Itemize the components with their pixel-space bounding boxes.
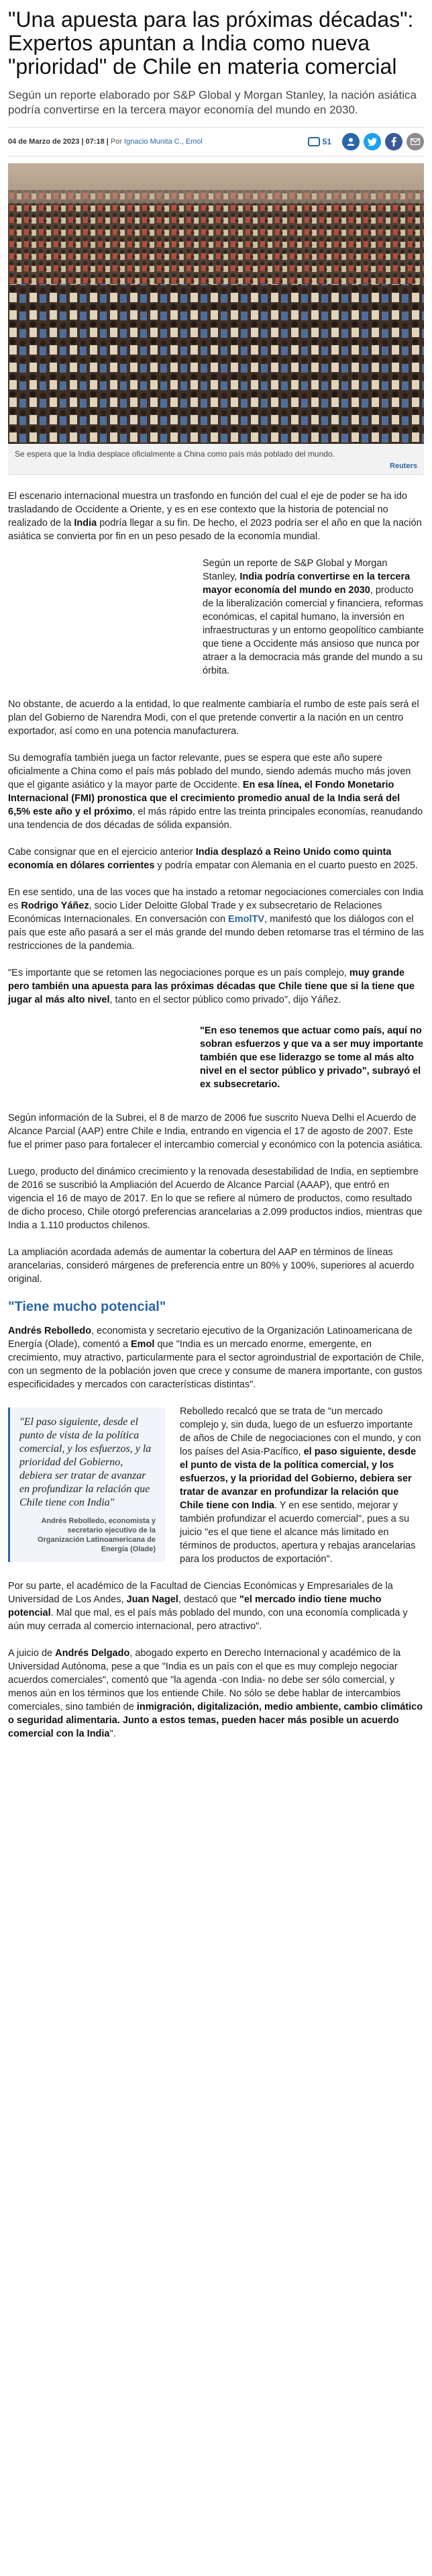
article-meta [8,127,424,156]
emoltv-link[interactable]: EmolTV [228,914,265,925]
ad-space [8,558,189,692]
crowd-photo [8,163,424,444]
paragraph-5: Cabe consignar que en el ejercicio anterior India desplazó a Reino Unido como quinta economía en dólares corrientes y podría empatar con Alemania en el cuarto puesto en 2025. [8,847,418,871]
comments-button[interactable] [308,137,331,146]
article-lede: Según un reporte elaborado por S&P Global y Morgan Stanley, la nación asiática podría convertirse en la tercera mayor economía del mundo en 2030. [8,89,417,116]
comment-count: 51 [322,137,331,146]
paragraph-3: No obstante, de acuerdo a la entidad, lo que realmente cambiaría el rumbo de este país será el plan del Gobierno de Narendra Modi, con el que pretende convertir a la nación en un centro exportador, así como en una potencia manufacturera. [8,699,419,737]
paragraph-4: Su demografía también juega un factor relevante, pues se espera que este año supere oficialmente a China como el país más poblado del mundo, siendo además mucho más joven que el gigante asiático y la mayor parte de Occidente. En esa línea, el Fondo Monetario Internacional (FMI) pronostica que el crecimiento promedio anual de la India será del 6,5% este año y el próximo, el más rápido entre las treinta principales economías, reanudando una tendencia de dos décadas de sólida expansión. [8,753,423,831]
paragraph-9: Luego, producto del dinámico crecimiento y la renovada desestabilidad de India, en septiembre de 2016 se suscribió la Ampliación del Acuerdo de Alcance Parcial (AAAP), que entró en vigencia el 16 de mayo de 2017. En lo que se refiere al número de productos, como resultado de dicho proceso, Chile otorgó preferencias arancelarias a 2.099 productos indios, mientras que India a 1.110 productos chilenos. [8,1166,423,1231]
twitter-icon[interactable] [364,133,381,150]
comment-icon [308,137,320,146]
paragraph-2: Según un reporte de S&P Global y Morgan Stanley, India podría convertirse en la tercera mayor economía del mundo en 2030, producto de la liberalización comercial y financiera, reformas económicas, el capital humano, la inversión en infraestructuras y un entorno geopolítico cambiante que tiene a Occidente más ansioso que nunca por atraer a la democracia más grande del mundo a su órbita. [203,558,424,676]
paragraph-14: A juicio de Andrés Delgado, abogado experto en Derecho Internacional y académico de la Universidad Autónoma, pese a que "India es un país con el que es muy complejo negociar acuerdos comerciales", comentó que "la agenda -con India- no debe ser sólo comercial, y menos aún en los términos que los entiende Chile. No sólo se debe hablar de intercambios comerciales, sino también de inmigración, digitalización, medio ambiente, cambio climático o seguridad alimentaria. Junto a estos temas, pueden hacer más posible un acuerdo comercial con la India". [8,1648,423,1739]
mail-icon[interactable] [407,133,424,150]
paragraph-10: La ampliación acordada además de aumentar la cobertura del AAP en términos de líneas arancelarias, consideró márgenes de preferencia entre un 80% y 100%, superiores al acuerdo original. [8,1247,415,1285]
section-title: "Tiene mucho potencial" [8,1299,166,1314]
figure-caption-row [8,444,424,474]
byline-prefix: Por [110,138,123,146]
pull-quote: "En eso tenemos que actuar como país, aquí no sobran esfuerzos y que va a ser muy importante también que ese liderazgo se tome al más alto nivel en el sector público y privado", subrayó el ex subsecretario. [200,1025,423,1090]
pull-quote-block [8,1020,424,1098]
photo-credit: Reuters [390,462,417,470]
facebook-icon[interactable] [385,133,402,150]
byline [8,138,203,146]
quote-box-author: Andrés Rebolledo, economista y secretario ejecutivo de la Organización Latinoamericana de Energía (Olade) [37,1517,156,1553]
paragraph-13: Por su parte, el académico de la Facultad de Ciencias Económicas y Empresariales de la Universidad de Los Andes, Juan Nagel, destacó que "el mercado indio tiene mucho potencial. Mal que mal, es el país más poblado del mundo, con una economía complicada y aún muy cerrada al comercio internacional, pero atractivo". [8,1581,408,1632]
article-headline: "Una apuesta para las próximas décadas": Expertos apuntan a India como nueva "prioridad" de Chile en materia comercial [8,7,414,79]
user-icon[interactable] [342,133,360,150]
paragraph-12: Rebolledo recalcó que se trata de "un mercado complejo y, sin duda, luego de un esfuerzo importante de años de Chile de negociaciones con el mundo, y con los países del Asia-Pacífico, el paso siguiente, desde el punto de vista de la política comercial, y los esfuerzos, y la prioridad del Gobierno, debiera ser tratar de avanzar en profundizar la relación que Chile tiene con India. Y en ese sentido, mejorar y también profundizar el acuerdo comercial", pues a su juicio "es el que tiene el alcance más limitado en términos de productos, apertura y rebajas arancelarias para los productos de exportación". [180,1406,421,1565]
quote-box [8,1408,165,1562]
social-share-bar [308,133,424,150]
article-page [8,0,424,1767]
lead-figure [8,163,424,475]
quote-box-text: "El paso siguiente, desde el punto de vista de la política comercial, y los esfuerzos, y la prioridad del Gobierno, debiera ser tratar de avanzar en profundizar la relación que Chile tiene con India" [19,1416,152,1508]
paragraph-7: "Es importante que se retomen las negociaciones porque es un país complejo, muy grande pero también una apuesta para las próximas décadas que Chile tiene que si la tiene que jugar al más alto nivel, tanto en el sector público como privado", dijo Yáñez. [8,968,415,1005]
paragraph-8: Según información de la Subrei, el 8 de marzo de 2006 fue suscrito Nueva Delhi el Acuerdo de Alcance Parcial (AAP) entre Chile e India, entrando en vigencia el 17 de agosto de 2007. Este fue el primer paso para fortalecer el intercambio comercial y económico con la potencia asiática. [8,1113,423,1150]
paragraph-11: Andrés Rebolledo, economista y secretario ejecutivo de la Organización Latinoamericana de Energía (Olade), comentó a Emol que "India es un mercado enorme, emergente, en crecimiento, muy atractivo, particularmente para el sector agroindustrial de exportación de Chile, con un segmento de la población joven que crece y consume de manera importante, con gustos especificidades y mercados con características distintas". [8,1326,424,1390]
paragraph-6: En ese sentido, una de las voces que ha instado a retomar negociaciones comerciales con India es Rodrigo Yáñez, socio Líder Deloitte Global Trade y ex subsecretario de Relaciones Económicas Internacionales. En conversación con EmolTV, manifestó que los diálogos con el país que este año pasará a ser el más grande del mundo deben retomarse tras el término de las restricciones de la pandemia. [8,887,424,952]
paragraph-1: El escenario internacional muestra un trasfondo en función del cual el eje de poder se ha ido trasladando de Occidente a Oriente, y es en ese contexto que la historia de potencial no realizado de la India podría llegar a su fin. De hecho, el 2023 podría ser el año en que la nación asiática se convierta por fin en un peso pesado de la economía mundial. [8,491,422,542]
figure-caption: Se espera que la India desplace oficialmente a China como país más poblado del mundo. [15,449,335,459]
author-link[interactable]: Ignacio Munita C., Emol [124,138,203,146]
article-date: 04 de Marzo de 2023 | 07:18 | [8,138,109,146]
